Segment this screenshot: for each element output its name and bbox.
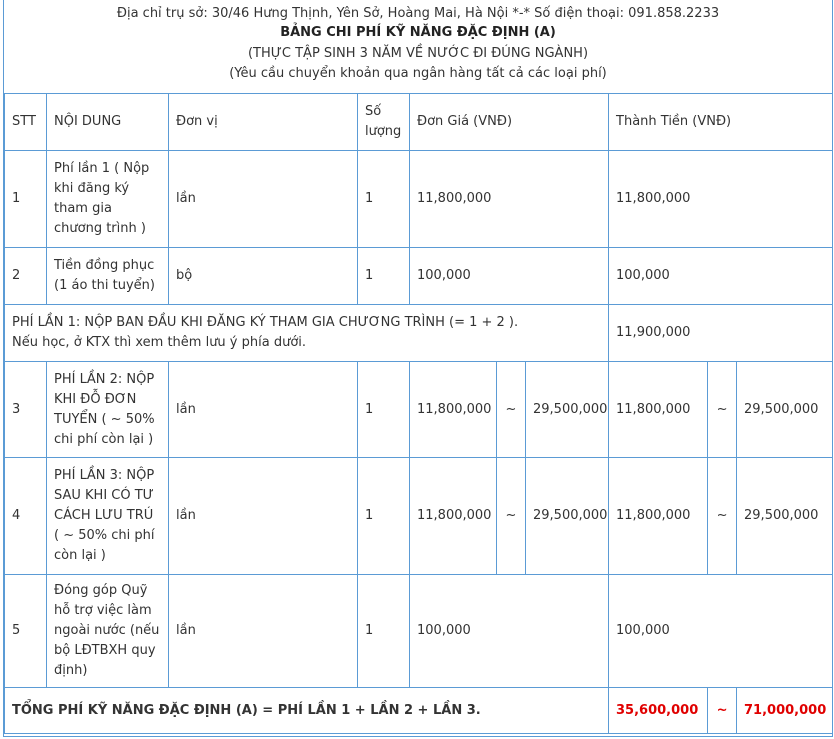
row-price: 100,000 — [410, 248, 609, 305]
row-unit: lần — [169, 458, 358, 575]
row-price: 100,000 — [410, 575, 609, 688]
row-price-to: 29,500,000 — [526, 362, 609, 458]
subtotal-label: PHÍ LẦN 1: NỘP BAN ĐẦU KHI ĐĂNG KÝ THAM GIA CHƯƠNG TRÌNH (= 1 + 2 ). — [12, 315, 519, 330]
range-separator: ~ — [497, 458, 526, 575]
row-amount-to: 29,500,000 — [737, 458, 833, 575]
row-qty: 1 — [358, 362, 410, 458]
col-unit: Đơn vị — [169, 94, 358, 151]
fee-sheet — [3, 0, 833, 737]
fee-table — [4, 93, 833, 734]
subtotal-row — [5, 305, 833, 362]
table-row — [5, 248, 833, 305]
header — [4, 0, 832, 93]
row-price: 11,800,000 — [410, 151, 609, 248]
col-content: NỘI DUNG — [47, 94, 169, 151]
row-amount: 100,000 — [609, 248, 833, 305]
row-qty: 1 — [358, 248, 410, 305]
table-row — [5, 575, 833, 688]
table-title: BẢNG CHI PHÍ KỸ NĂNG ĐẶC ĐỊNH (A) — [280, 25, 556, 40]
header-row — [5, 94, 833, 151]
row-amount: 100,000 — [609, 575, 833, 688]
row-content: Tiền đồng phục (1 áo thi tuyển) — [47, 248, 169, 305]
row-qty: 1 — [358, 458, 410, 575]
row-unit: lần — [169, 151, 358, 248]
total-to: 71,000,000 — [737, 688, 833, 734]
table-subtitle: (THỰC TẬP SINH 3 NĂM VỀ NƯỚC ĐI ĐÚNG NGÀNH) — [247, 46, 589, 61]
total-from: 35,600,000 — [609, 688, 708, 734]
row-content: PHÍ LẦN 2: NỘP KHI ĐỖ ĐƠN TUYỂN ( ~ 50% chi phí còn lại ) — [47, 362, 169, 458]
row-unit: bộ — [169, 248, 358, 305]
row-stt: 1 — [5, 151, 47, 248]
col-amount: Thành Tiền (VNĐ) — [609, 94, 833, 151]
row-stt: 3 — [5, 362, 47, 458]
address-line: Địa chỉ trụ sở: 30/46 Hưng Thịnh, Yên Sở, Hoàng Mai, Hà Nội *-* Số điện thoại: 091.858.2233 — [116, 6, 720, 21]
subtotal-amount: 11,900,000 — [609, 305, 833, 362]
subtotal-note: Nếu học, ở KTX thì xem thêm lưu ý phía dưới. — [12, 335, 307, 350]
payment-note: (Yêu cầu chuyển khoản qua ngân hàng tất cả các loại phí) — [229, 66, 607, 81]
row-price-to: 29,500,000 — [526, 458, 609, 575]
row-amount-to: 29,500,000 — [737, 362, 833, 458]
row-qty: 1 — [358, 151, 410, 248]
row-amount-from: 11,800,000 — [609, 362, 708, 458]
row-stt: 2 — [5, 248, 47, 305]
row-amount: 11,800,000 — [609, 151, 833, 248]
table-row — [5, 151, 833, 248]
col-stt: STT — [5, 94, 47, 151]
row-amount-from: 11,800,000 — [609, 458, 708, 575]
row-content: Đóng góp Quỹ hỗ trợ việc làm ngoài nước (nếu bộ LĐTBXH quy định) — [47, 575, 169, 688]
total-label: TỔNG PHÍ KỸ NĂNG ĐẶC ĐỊNH (A) = PHÍ LẦN 1 + LẦN 2 + LẦN 3. — [5, 688, 609, 734]
range-separator: ~ — [497, 362, 526, 458]
col-qty: Số lượng — [358, 94, 410, 151]
total-row — [5, 688, 833, 734]
row-unit: lần — [169, 575, 358, 688]
col-price: Đơn Giá (VNĐ) — [410, 94, 609, 151]
row-stt: 5 — [5, 575, 47, 688]
row-qty: 1 — [358, 575, 410, 688]
range-separator: ~ — [708, 458, 737, 575]
row-price-from: 11,800,000 — [410, 362, 497, 458]
table-row — [5, 458, 833, 575]
range-separator: ~ — [708, 688, 737, 734]
subtotal-label-cell — [5, 305, 609, 362]
row-unit: lần — [169, 362, 358, 458]
row-content: Phí lần 1 ( Nộp khi đăng ký tham gia chương trình ) — [47, 151, 169, 248]
row-stt: 4 — [5, 458, 47, 575]
row-content: PHÍ LẦN 3: NỘP SAU KHI CÓ TƯ CÁCH LƯU TRÚ ( ~ 50% chi phí còn lại ) — [47, 458, 169, 575]
table-row — [5, 362, 833, 458]
range-separator: ~ — [708, 362, 737, 458]
row-price-from: 11,800,000 — [410, 458, 497, 575]
